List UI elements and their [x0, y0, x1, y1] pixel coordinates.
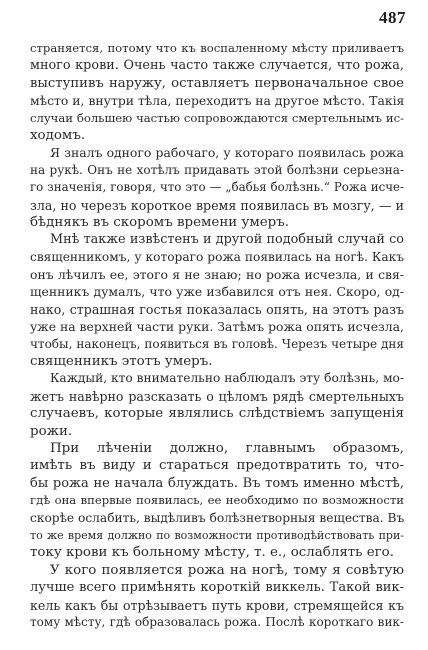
text-line: случаи большею частью сопровождаются смертельнымъ ис- — [30, 110, 404, 125]
text-line: случаевъ, которые являлись слѣдствіемъ запущенія — [30, 406, 404, 422]
text-line: священникъ этотъ умеръ. — [30, 354, 213, 370]
text-line: страняется, потому что къ воспаленному мѣсту приливаетъ — [30, 41, 404, 55]
text-line: лучше всего примѣнять короткій виккель. Такой вик- — [30, 580, 404, 596]
text-line: мѣсто и, внутри тѣла, переходитъ на другое мѣсто. Такія — [30, 93, 404, 109]
body-text — [30, 40, 404, 631]
text-line: бѣднякъ въ скоромъ времени умеръ. — [30, 214, 290, 230]
text-line: уже на верхней части руки. Затѣмъ рожа опять исчезла, — [30, 319, 404, 335]
text-line: выступивъ наружу, оставляетъ первоначальное свое — [30, 75, 404, 91]
text-line: скорѣе ослабить, выдѣливъ болѣзнетворныя вещества. Въ — [30, 510, 404, 525]
text-line: тому мѣсту, гдѣ образовалась рожа. Послѣ короткаго вик- — [30, 614, 404, 629]
text-line: онъ лѣчилъ ее, этого я не знаю; но рожа исчезла, и свя- — [30, 267, 404, 283]
text-line: кель какъ бы отрѣзываетъ путь крови, стремящейся къ — [30, 597, 404, 613]
text-line: бы рожа не начала блуждать. Въ томъ именно мѣстѣ, — [30, 475, 404, 491]
text-line: чтобы, наконецъ, появиться въ головѣ. Черезъ четыре дня — [30, 336, 404, 351]
text-line: го значенія, говоря, что это — „бабья болѣзнь.“ Рожа исче- — [30, 180, 404, 195]
text-line: то же время должно по возможности противодѣйствовать при- — [30, 528, 404, 542]
text-line: много крови. Очень часто также случается, что рожа, — [30, 58, 404, 74]
text-line: ходомъ. — [30, 127, 86, 143]
page-number: 487 — [379, 8, 406, 27]
text-line: Я зналъ одного рабочаго, у котораго появилась рожа — [50, 145, 404, 161]
text-line: щенникъ думалъ, что уже избавился отъ нея. Скоро, од- — [30, 284, 404, 300]
text-line: нако, страшная гостья показалась опять, на этотъ разъ — [30, 301, 404, 317]
text-line: У кого появляется рожа на ногѣ, тому я совѣтую — [50, 562, 404, 578]
text-line: току крови къ больному мѣсту, т. е., ослаблять его. — [30, 545, 394, 561]
text-line: жетъ навѣрно разсказать о цѣломъ рядѣ смертельныхъ — [30, 388, 404, 404]
text-line: имѣть въ виду и стараться предотвратить то, что- — [30, 458, 404, 474]
text-line: рожи. — [30, 423, 73, 439]
text-line: Мнѣ также извѣстенъ и другой подобный случай со — [50, 232, 404, 248]
text-line: зла, но черезъ короткое время появилась въ мозгу, — и — [30, 197, 404, 213]
text-line: на рукѣ. Онъ не хотѣлъ придавать этой болѣзни серьезна- — [30, 162, 404, 177]
text-line: гдѣ она впервые появилась, ее необходимо по возможности — [30, 493, 404, 508]
text-line: священникомъ, у котораго рожа появилась на ногѣ. Какъ — [30, 249, 404, 264]
text-line: При лѣченіи должно, главнымъ образомъ, — [50, 440, 404, 456]
text-line: Каждый, кто внимательно наблюдалъ эту болѣзнь, мо- — [50, 371, 404, 386]
